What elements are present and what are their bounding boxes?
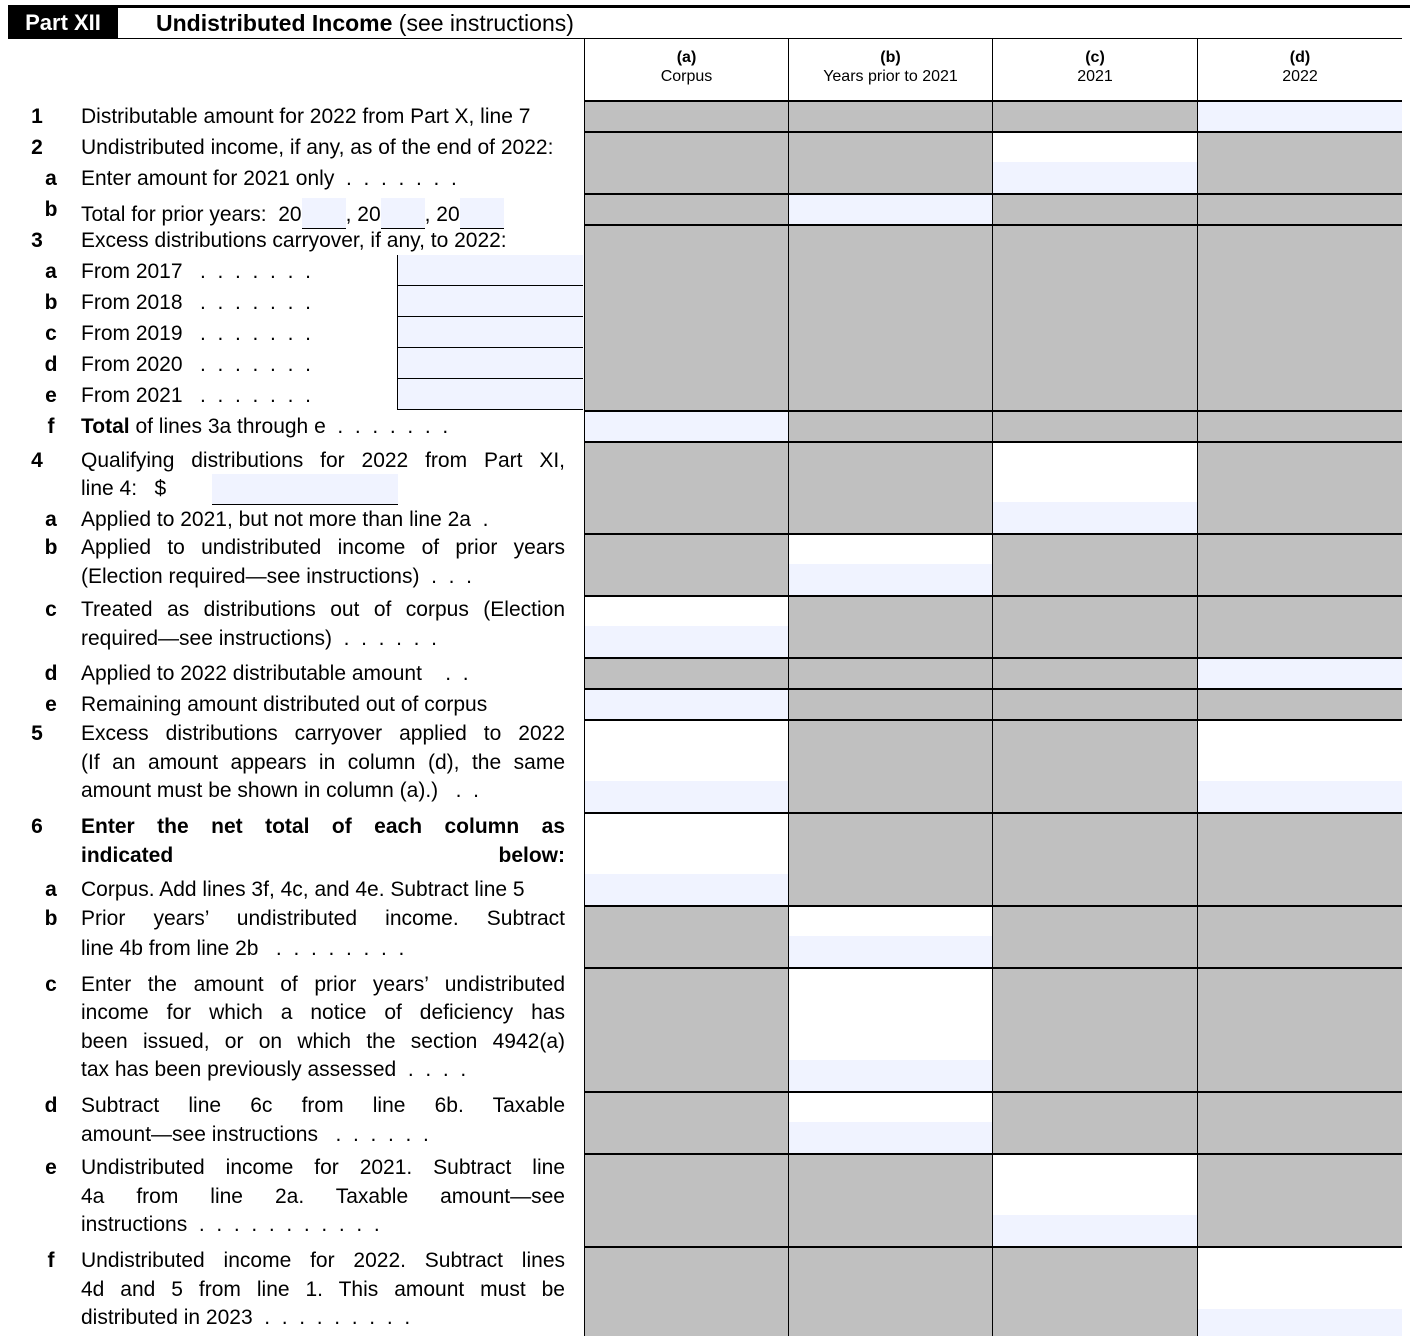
label-text: Remaining amount distributed out of corpus xyxy=(81,693,488,716)
amount-field[interactable] xyxy=(1197,1246,1402,1336)
shaded-cell xyxy=(1197,1153,1402,1246)
shaded-cell xyxy=(584,441,788,533)
label-text: Undistributed income for 2021. Subtract line xyxy=(81,1156,565,1179)
column-header-a xyxy=(584,38,788,100)
amount-input[interactable] xyxy=(1198,781,1402,812)
label-text: Total for prior years: xyxy=(81,203,267,226)
shaded-cell xyxy=(992,193,1197,224)
line-number: c xyxy=(45,598,57,621)
line-label xyxy=(81,907,565,931)
label-text: required—see instructions) . . . . . . xyxy=(81,627,437,650)
line-number: a xyxy=(45,260,57,283)
amount-input[interactable] xyxy=(585,874,788,905)
shaded-cell xyxy=(992,1091,1197,1153)
shaded-cell xyxy=(992,595,1197,657)
label-text: been issued, or on which the section 4942(a) xyxy=(81,1030,565,1053)
label-text: amount must be shown in column (a).) . . xyxy=(81,779,479,802)
label-text: line 4b from line 2b . . . . . . . . xyxy=(81,937,405,960)
label-text: Applied to 2022 distributable amount . . xyxy=(81,662,469,685)
line-label xyxy=(81,598,565,622)
label-text: Enter amount for 2021 only . . . . . . . xyxy=(81,167,457,190)
line-label xyxy=(81,1306,410,1330)
label-text: distributed in 2023 . . . . . . . . . xyxy=(81,1306,411,1329)
shaded-cell xyxy=(992,812,1197,905)
line-label xyxy=(81,198,504,229)
label-text: Excess distributions carryover applied to 2022 xyxy=(81,722,565,745)
label-text: From 2017 . . . . . . . xyxy=(81,260,311,283)
shaded-cell xyxy=(992,657,1197,688)
shaded-cell xyxy=(1197,1091,1402,1153)
line-number: c xyxy=(45,973,57,996)
amount-input[interactable] xyxy=(993,502,1197,533)
line-number: b xyxy=(44,536,58,559)
line-label xyxy=(81,1278,565,1302)
shaded-cell xyxy=(584,1246,788,1336)
shaded-cell xyxy=(788,224,992,410)
column-header-d xyxy=(1197,38,1402,100)
shaded-cell xyxy=(992,1246,1197,1336)
shaded-cell xyxy=(992,100,1197,131)
column-key: (b) xyxy=(880,49,901,66)
label-text: From 2021 . . . . . . . xyxy=(81,384,311,407)
shaded-cell xyxy=(1197,131,1402,193)
shaded-cell xyxy=(788,812,992,905)
shaded-cell xyxy=(584,224,788,410)
line-number: b xyxy=(44,291,58,314)
line-number: d xyxy=(44,353,58,376)
column-label: 2022 xyxy=(1282,68,1318,85)
amount-input[interactable] xyxy=(585,626,788,657)
line-label xyxy=(81,384,311,408)
column-key: (c) xyxy=(1085,49,1105,66)
line-label xyxy=(81,260,311,284)
line-label xyxy=(81,973,565,997)
amount-input[interactable] xyxy=(789,936,992,967)
line-number: d xyxy=(44,1094,58,1117)
year-prefix: 20 xyxy=(278,203,302,226)
shaded-cell xyxy=(992,533,1197,595)
line-number: a xyxy=(45,878,57,901)
carryover-input-e[interactable] xyxy=(397,379,583,410)
label-text: Applied to undistributed income of prior years xyxy=(81,536,565,559)
shaded-cell xyxy=(584,657,788,688)
shaded-cell xyxy=(584,193,788,224)
year-input-3[interactable] xyxy=(460,198,504,229)
column-label: Years prior to 2021 xyxy=(823,68,958,85)
label-text: Enter the amount of prior years’ undistributed xyxy=(81,973,565,996)
column-key: (a) xyxy=(676,49,697,66)
line-label xyxy=(81,136,553,160)
line-label xyxy=(81,937,404,961)
amount-input[interactable] xyxy=(585,781,788,812)
amount-field[interactable] xyxy=(992,441,1197,533)
label-text: 4d and 5 from line 1. This amount must be xyxy=(81,1278,565,1301)
column-label: 2021 xyxy=(1077,68,1113,85)
amount-field[interactable] xyxy=(788,193,992,224)
line-label xyxy=(81,878,525,902)
line-label xyxy=(81,1030,565,1054)
label-text: (Election required—see instructions) . . . xyxy=(81,565,472,588)
shaded-cell xyxy=(788,1153,992,1246)
year-sep: , 20 xyxy=(424,203,460,226)
shaded-cell xyxy=(1197,224,1402,410)
shaded-cell xyxy=(1197,967,1402,1091)
label-text: Corpus. Add lines 3f, 4c, and 4e. Subtract line 5 xyxy=(81,878,525,901)
line-number: a xyxy=(45,508,57,531)
carryover-input-c[interactable] xyxy=(397,317,583,348)
line-number: c xyxy=(45,322,57,345)
label-text: instructions . . . . . . . . . . . xyxy=(81,1213,380,1236)
year-sep: , 20 xyxy=(345,203,381,226)
amount-input[interactable] xyxy=(789,1060,992,1091)
line-number: b xyxy=(44,198,58,221)
amount-field[interactable] xyxy=(992,131,1197,193)
line-label xyxy=(81,693,487,717)
amount-field[interactable] xyxy=(584,688,788,719)
line-label xyxy=(81,751,565,775)
amount-field[interactable] xyxy=(788,967,992,1091)
line-label xyxy=(81,536,565,560)
line-label xyxy=(81,415,448,439)
line-label xyxy=(81,1156,565,1180)
part-title-text: Undistributed Income xyxy=(156,10,393,36)
shaded-cell xyxy=(584,1091,788,1153)
label-text: Undistributed income, if any, as of the end of 2022: xyxy=(81,136,554,159)
shaded-cell xyxy=(992,719,1197,812)
column-header-c xyxy=(992,38,1197,100)
shaded-cell xyxy=(1197,193,1402,224)
line-label xyxy=(81,1058,466,1082)
shaded-cell xyxy=(788,595,992,657)
shaded-cell xyxy=(788,1246,992,1336)
amount-field[interactable] xyxy=(1197,657,1402,688)
shaded-cell xyxy=(1197,441,1402,533)
label-text: Enter the net total of each column as xyxy=(81,815,565,838)
line-label xyxy=(81,1185,565,1209)
shaded-cell xyxy=(788,688,992,719)
amount-field[interactable] xyxy=(788,533,992,595)
amount-input[interactable] xyxy=(993,1215,1197,1246)
line-number: 2 xyxy=(31,136,43,159)
shaded-cell xyxy=(1197,688,1402,719)
amount-field[interactable] xyxy=(1197,100,1402,131)
year-input-2[interactable] xyxy=(381,198,425,229)
line-label xyxy=(81,565,472,589)
amount-field[interactable] xyxy=(992,1153,1197,1246)
label-text: Distributable amount for 2022 from Part X, line 7 xyxy=(81,105,531,128)
label-text: (If an amount appears in column (d), the same xyxy=(81,751,565,774)
label-text: Treated as distributions out of corpus (Election xyxy=(81,598,565,621)
line-label xyxy=(81,229,507,253)
shaded-cell xyxy=(1197,410,1402,441)
shaded-cell xyxy=(584,131,788,193)
amount-input[interactable] xyxy=(789,564,992,595)
line-number: a xyxy=(45,167,57,190)
line-label xyxy=(81,291,311,315)
shaded-cell xyxy=(584,533,788,595)
shaded-cell xyxy=(1197,595,1402,657)
label-text: of lines 3a through e . . . . . . . xyxy=(129,415,449,438)
part-title-note: (see instructions) xyxy=(398,10,574,36)
line-number: e xyxy=(45,1156,57,1179)
year-input-1[interactable] xyxy=(302,198,346,229)
carryover-input-b[interactable] xyxy=(397,286,583,317)
bold-label: Total xyxy=(81,415,130,438)
line-number: e xyxy=(45,693,57,716)
label-text: Excess distributions carryover, if any, to 2022: xyxy=(81,229,507,252)
line-label xyxy=(81,722,565,746)
line-number: f xyxy=(47,415,55,438)
label-text: tax has been previously assessed . . . . xyxy=(81,1058,467,1081)
line-label xyxy=(81,662,469,686)
line-number: 6 xyxy=(31,815,43,838)
part-title xyxy=(156,8,574,38)
label-text: From 2019 . . . . . . . xyxy=(81,322,311,345)
line-number: b xyxy=(44,907,58,930)
line-label xyxy=(81,322,311,346)
amount-field[interactable] xyxy=(788,1091,992,1153)
amount-input[interactable] xyxy=(993,162,1197,193)
label-text: line 4: $ xyxy=(81,477,167,500)
shaded-cell xyxy=(992,905,1197,967)
line-number: d xyxy=(44,662,58,685)
line-label xyxy=(81,1094,565,1118)
shaded-cell xyxy=(788,441,992,533)
line-label xyxy=(81,844,565,868)
label-text: Qualifying distributions for 2022 from Part XI, xyxy=(81,449,565,472)
shaded-cell xyxy=(788,657,992,688)
shaded-cell xyxy=(788,131,992,193)
shaded-cell xyxy=(788,410,992,441)
shaded-cell xyxy=(584,967,788,1091)
amount-field[interactable] xyxy=(584,595,788,657)
shaded-cell xyxy=(1197,905,1402,967)
shaded-cell xyxy=(1197,533,1402,595)
line-label xyxy=(81,167,457,191)
amount-field[interactable] xyxy=(584,812,788,905)
shaded-cell xyxy=(584,905,788,967)
part-label: Part XII xyxy=(8,8,118,38)
carryover-input-a[interactable] xyxy=(397,255,583,286)
line-number: 1 xyxy=(31,105,43,128)
label-text: indicated below: xyxy=(81,844,565,867)
line-number: 4 xyxy=(31,449,43,472)
amount-field[interactable] xyxy=(1197,719,1402,812)
label-text: Undistributed income for 2022. Subtract lines xyxy=(81,1249,565,1272)
line-label xyxy=(81,1213,380,1237)
shaded-cell xyxy=(992,688,1197,719)
carryover-input-d[interactable] xyxy=(397,348,583,379)
shaded-cell xyxy=(992,410,1197,441)
line-label xyxy=(81,1249,565,1273)
line-label xyxy=(81,779,479,803)
line-label xyxy=(81,627,437,651)
shaded-cell xyxy=(584,100,788,131)
shaded-cell xyxy=(1197,812,1402,905)
qualifying-distributions-amount-input[interactable] xyxy=(212,474,398,505)
line-number: f xyxy=(47,1249,55,1272)
amount-field[interactable] xyxy=(584,719,788,812)
label-text: amount—see instructions . . . . . . xyxy=(81,1123,429,1146)
amount-field[interactable] xyxy=(788,905,992,967)
line-label xyxy=(81,1001,565,1025)
label-text: 4a from line 2a. Taxable amount—see xyxy=(81,1185,565,1208)
column-label: Corpus xyxy=(660,68,713,85)
column-header-b xyxy=(788,38,992,100)
amount-input[interactable] xyxy=(1198,1309,1402,1336)
label-text: Subtract line 6c from line 6b. Taxable xyxy=(81,1094,565,1117)
line-number: e xyxy=(45,384,57,407)
amount-field[interactable] xyxy=(584,410,788,441)
line-label xyxy=(81,353,311,377)
label-text: Prior years’ undistributed income. Subtract xyxy=(81,907,565,930)
line-label xyxy=(81,1123,429,1147)
line-label xyxy=(81,815,565,839)
shaded-cell xyxy=(788,719,992,812)
line-label xyxy=(81,105,530,129)
column-key: (d) xyxy=(1289,49,1311,66)
shaded-cell xyxy=(992,967,1197,1091)
label-text: Applied to 2021, but not more than line 2a . xyxy=(81,508,489,531)
label-text: income for which a notice of deficiency has xyxy=(81,1001,565,1024)
label-text: From 2018 . . . . . . . xyxy=(81,291,311,314)
amount-input[interactable] xyxy=(789,1122,992,1153)
label-text: From 2020 . . . . . . . xyxy=(81,353,311,376)
shaded-cell xyxy=(992,224,1197,410)
line-label xyxy=(81,508,488,532)
line-label xyxy=(81,449,565,473)
shaded-cell xyxy=(584,1153,788,1246)
line-number: 5 xyxy=(31,722,43,745)
line-label xyxy=(81,477,166,501)
shaded-cell xyxy=(788,100,992,131)
line-number: 3 xyxy=(31,229,43,252)
